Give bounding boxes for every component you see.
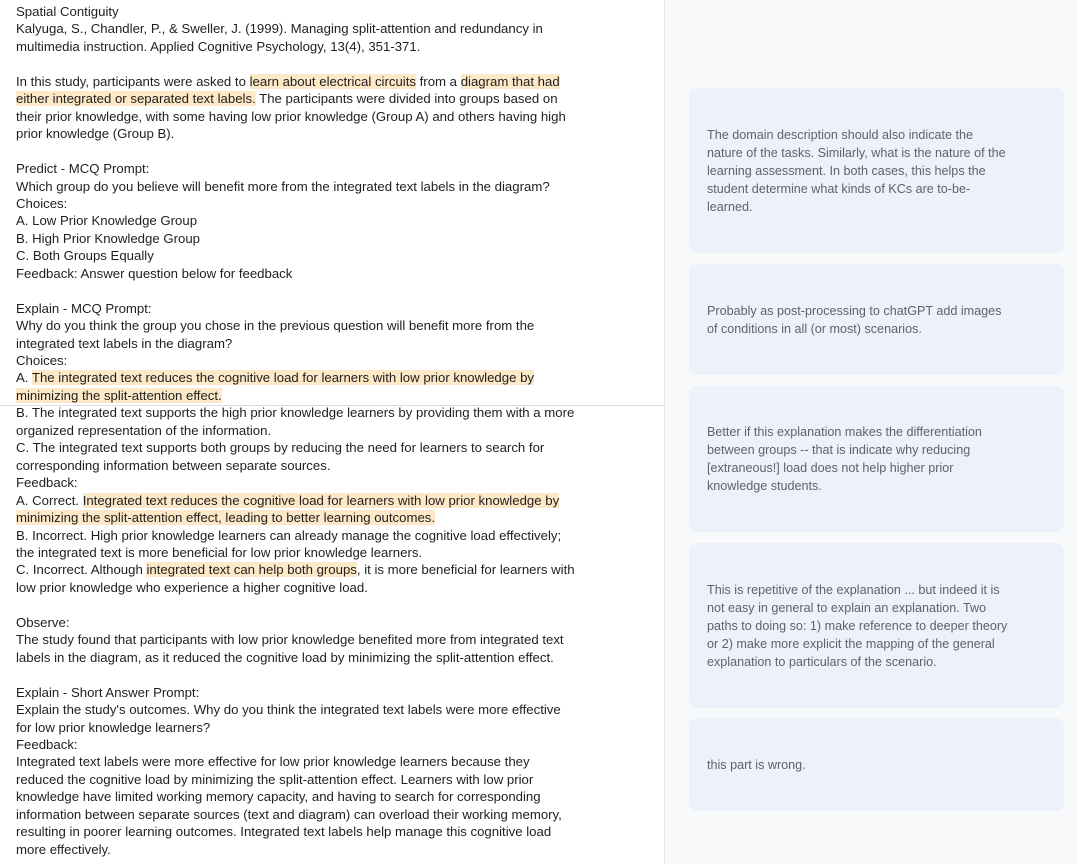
explain-short-heading: Explain - Short Answer Prompt: <box>16 684 200 700</box>
observe-heading: Observe: <box>16 614 70 630</box>
explain-mcq-choices-label: Choices: <box>16 353 68 369</box>
highlighted-text[interactable]: either integrated or separated text labels. <box>16 91 256 107</box>
comment-text: this part is wrong. <box>707 757 806 772</box>
highlighted-text[interactable]: minimizing the split-attention effect, leading to better learning outcomes. <box>16 510 436 526</box>
explain-mcq-heading: Explain - MCQ Prompt: <box>16 300 152 316</box>
explain-short-prompt: Explain the study's outcomes. Why do you think the integrated text labels were more effective for low prior knowledge learners? <box>16 702 561 735</box>
explain-mcq-question: Why do you think the group you chose in the previous question will benefit more from the integrated text labels in the diagram? <box>16 318 535 351</box>
document-body[interactable] <box>16 3 616 858</box>
predict-choice-a: A. Low Prior Knowledge Group <box>16 213 198 229</box>
intro-paragraph: In this study, participants were asked to learn about electrical circuits from a diagram that had either integrated or separated text labels. The participants were divided into groups based on their prior knowledge, with some having low prior knowledge (Group A) and others having high prior knowledge (Group B). <box>16 73 566 142</box>
explain-mcq-feedback-a: A. Correct. Integrated text reduces the cognitive load for learners with low prior knowledge by minimizing the split-attention effect, leading to better learning outcomes. <box>16 492 560 526</box>
comment-card[interactable] <box>689 264 1064 375</box>
comment-text: Better if this explanation makes the differentiation between groups -- that is indicate why reducing [extraneous!] load does not help higher prior knowledge students. <box>707 425 982 493</box>
document-title: Spatial Contiguity <box>16 4 119 19</box>
explain-mcq-feedback-label: Feedback: <box>16 475 78 491</box>
predict-choice-b: B. High Prior Knowledge Group <box>16 230 200 246</box>
comments-margin <box>664 0 1077 864</box>
explain-mcq-choice-b: B. The integrated text supports the high prior knowledge learners by providing them with a more organized representation of the information. <box>16 405 575 438</box>
predict-heading: Predict - MCQ Prompt: <box>16 161 150 177</box>
explain-mcq-choice-a: A. The integrated text reduces the cognitive load for learners with low prior knowledge by minimizing the split-attention effect. <box>16 370 535 403</box>
highlighted-text[interactable]: learn about electrical circuits <box>249 73 416 89</box>
citation: Kalyuga, S., Chandler, P., & Sweller, J. (1999). Managing split-attention and redundancy in multimedia instruction. Applied Cognitive Psychology, 13(4), 351-371. <box>16 21 543 54</box>
explain-short-feedback: Integrated text labels were more effective for low prior knowledge learners because they reduced the cognitive load by minimizing the split-attention effect. Learners with low prior knowledge have limited working memory capacity, and having to search for corresponding information between separate sources (text and diagram) can overload their working memory, resulting in poorer learning outcomes. Integrated text labels help manage this cognitive load more effectively. <box>16 754 562 857</box>
highlighted-text[interactable]: diagram that had <box>460 73 560 89</box>
highlighted-text[interactable]: minimizing the split-attention effect. <box>16 387 222 403</box>
explain-mcq-feedback-b: B. Incorrect. High prior knowledge learners can already manage the cognitive load effectively; the integrated text is more beneficial for low prior knowledge learners. <box>16 527 562 560</box>
explain-short-feedback-label: Feedback: <box>16 736 78 752</box>
predict-question: Which group do you believe will benefit more from the integrated text labels in the diagram? <box>16 178 550 194</box>
comment-text: This is repetitive of the explanation ... but indeed it is not easy in general to explain an explanation. Two paths to doing so: 1) make reference to deeper theory or 2) make more explicit the mapping of the general explanation to particulars of the scenario. <box>707 582 1008 669</box>
highlighted-text[interactable]: The integrated text reduces the cognitive load for learners with low prior knowledge by <box>31 370 535 386</box>
predict-choice-c: C. Both Groups Equally <box>16 248 154 264</box>
explain-mcq-feedback-c: C. Incorrect. Although integrated text can help both groups, it is more beneficial for learners with low prior knowledge who experience a higher cognitive load. <box>16 562 575 595</box>
comment-text: The domain description should also indicate the nature of the tasks. Similarly, what is the nature of the learning assessment. In both cases, this helps the student determine what kinds of KCs are to-be- learned. <box>707 127 1006 214</box>
highlighted-text[interactable]: integrated text can help both groups <box>146 562 357 578</box>
comment-card[interactable] <box>689 543 1064 708</box>
comment-card[interactable] <box>689 88 1064 253</box>
comment-text: Probably as post-processing to chatGPT add images of conditions in all (or most) scenarios. <box>707 303 1002 336</box>
predict-feedback: Feedback: Answer question below for feedback <box>16 265 293 281</box>
explain-mcq-choice-c: C. The integrated text supports both groups by reducing the need for learners to search for corresponding information between separate sources. <box>16 440 545 473</box>
observe-text: The study found that participants with low prior knowledge benefited more from integrated text labels in the diagram, as it reduced the cognitive load by minimizing the split-attention effect. <box>16 632 564 665</box>
comment-card[interactable] <box>689 718 1064 811</box>
predict-choices-label: Choices: <box>16 195 68 211</box>
highlighted-text[interactable]: Integrated text reduces the cognitive load for learners with low prior knowledge by <box>82 492 560 508</box>
comment-card[interactable] <box>689 386 1064 532</box>
